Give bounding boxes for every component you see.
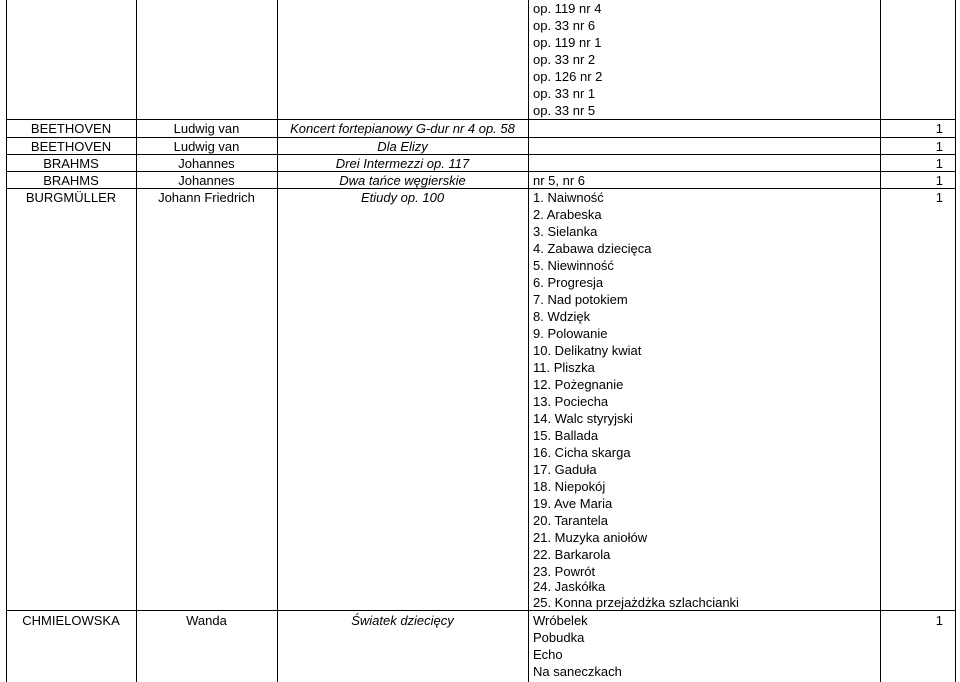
composer-firstname: Ludwig van [173, 139, 240, 154]
composer-surname: BRAHMS [43, 156, 99, 171]
list-item: 12. Pożegnanie [533, 377, 624, 392]
row-divider [6, 119, 955, 120]
table-border-right [955, 0, 956, 682]
quantity: 1 [935, 190, 943, 205]
list-item: 7. Nad potokiem [533, 292, 628, 307]
list-item: 21. Muzyka aniołów [533, 530, 648, 545]
composer-surname: BRAHMS [43, 173, 99, 188]
work-detail: Wróbelek [533, 613, 588, 628]
composer-firstname: Johannes [178, 173, 235, 188]
table-border-left [6, 0, 7, 682]
composer-surname: CHMIELOWSKA [22, 613, 120, 628]
quantity: 1 [935, 121, 943, 136]
list-item: 11. Pliszka [533, 360, 595, 375]
list-item: 3. Sielanka [533, 224, 598, 239]
list-item: op. 33 nr 1 [533, 86, 596, 101]
list-item: 8. Wdzięk [533, 309, 591, 324]
column-divider [880, 0, 881, 682]
work-title: Dla Elizy [377, 139, 428, 154]
work-title: Dwa tańce węgierskie [339, 173, 466, 188]
composer-surname: BEETHOVEN [30, 121, 112, 136]
list-item: 14. Walc styryjski [533, 411, 633, 426]
quantity: 1 [935, 173, 943, 188]
composer-firstname: Ludwig van [173, 121, 240, 136]
list-item: 4. Zabawa dziecięca [533, 241, 652, 256]
work-detail: 1. Naiwność [533, 190, 604, 205]
list-item: op. 119 nr 4 [533, 1, 602, 16]
list-item: op. 126 nr 2 [533, 69, 603, 84]
column-divider [136, 0, 137, 682]
quantity: 1 [935, 156, 943, 171]
list-item: 18. Niepokój [533, 479, 606, 494]
list-item: 25. Konna przejażdżka szlachcianki [533, 595, 739, 610]
list-item: 6. Progresja [533, 275, 604, 290]
list-item: 20. Tarantela [533, 513, 608, 528]
quantity: 1 [935, 613, 943, 628]
work-title: Etiudy op. 100 [360, 190, 445, 205]
composer-firstname: Johann Friedrich [158, 190, 255, 205]
list-item: 16. Cicha skarga [533, 445, 631, 460]
list-item: 9. Polowanie [533, 326, 608, 341]
list-item: 19. Ave Maria [533, 496, 613, 511]
list-item: Echo [533, 647, 563, 662]
list-item: 17. Gaduła [533, 462, 597, 477]
work-title: Drei Intermezzi op. 117 [335, 156, 470, 171]
work-detail: nr 5, nr 6 [533, 173, 586, 188]
list-item: 2. Arabeska [533, 207, 602, 222]
row-divider [6, 610, 955, 611]
quantity: 1 [935, 139, 943, 154]
row-divider [6, 188, 955, 189]
list-item: Pobudka [533, 630, 585, 645]
work-title: Światek dziecięcy [351, 613, 454, 628]
composer-surname: BURGMÜLLER [25, 190, 117, 205]
row-divider [6, 154, 955, 155]
composer-firstname: Johannes [178, 156, 235, 171]
column-divider [277, 0, 278, 682]
row-divider [6, 137, 955, 138]
list-item: 22. Barkarola [533, 547, 611, 562]
list-item: op. 33 nr 5 [533, 103, 596, 118]
composer-surname: BEETHOVEN [30, 139, 112, 154]
list-item: Na saneczkach [533, 664, 622, 679]
list-item: 23. Powrót [533, 564, 596, 579]
list-item: 10. Delikatny kwiat [533, 343, 642, 358]
list-item: 15. Ballada [533, 428, 599, 443]
column-divider [528, 0, 529, 682]
list-item: op. 33 nr 6 [533, 18, 596, 33]
composer-firstname: Wanda [186, 613, 227, 628]
list-item: 5. Niewinność [533, 258, 614, 273]
list-item: op. 33 nr 2 [533, 52, 596, 67]
list-item: 13. Pociecha [533, 394, 609, 409]
list-item: 24. Jaskółka [533, 579, 606, 594]
list-item: op. 119 nr 1 [533, 35, 602, 50]
work-title: Koncert fortepianowy G-dur nr 4 op. 58 [290, 121, 515, 136]
row-divider [6, 171, 955, 172]
